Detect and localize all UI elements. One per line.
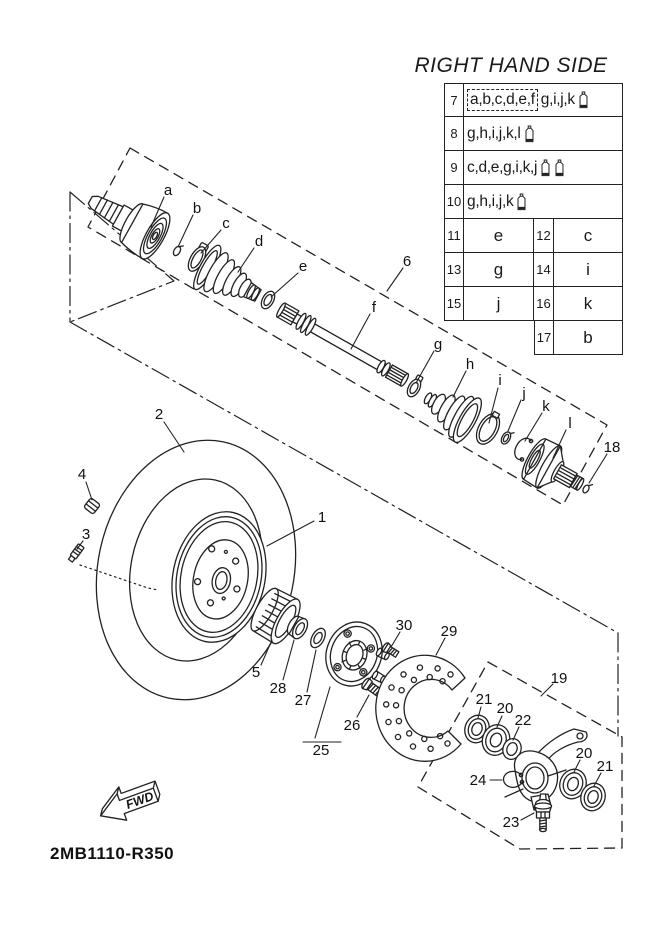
guard-bolt-30 xyxy=(381,642,400,659)
callout-20b: 20 xyxy=(575,745,593,762)
ref-letter: e xyxy=(464,219,534,253)
small-clip-j xyxy=(499,429,514,446)
row-number: 12 xyxy=(534,219,554,253)
callout-28: 28 xyxy=(269,680,287,697)
callout-30: 30 xyxy=(395,617,413,634)
dashed-group: a,b,c,d,e,f xyxy=(467,89,538,110)
ref-letter: i xyxy=(554,253,623,287)
callout-27: 27 xyxy=(294,692,312,709)
callout-4: 4 xyxy=(77,466,87,483)
row-number: 9 xyxy=(444,151,464,185)
row-number: 7 xyxy=(444,83,464,117)
row-content: a,b,c,d,e,f g,i,j,k xyxy=(464,83,623,117)
fwd-label: FWD xyxy=(123,789,156,812)
valve-stem xyxy=(68,544,85,563)
callout-d: d xyxy=(254,233,264,250)
callout-g: g xyxy=(433,336,443,353)
callout-29: 29 xyxy=(440,623,458,640)
ref-letter: c xyxy=(554,219,623,253)
outer-cv-boot xyxy=(414,375,487,446)
row-content: c,d,e,g,i,k,j xyxy=(464,151,623,185)
callout-23: 23 xyxy=(502,814,520,831)
page-title: RIGHT HAND SIDE xyxy=(414,54,608,77)
callout-1: 1 xyxy=(317,509,327,526)
callout-6: 6 xyxy=(402,253,412,270)
callout-l: l xyxy=(568,415,572,432)
callout-24: 24 xyxy=(469,772,487,789)
row-number: 17 xyxy=(534,321,554,355)
callout-j: j xyxy=(522,385,526,402)
callout-21b: 21 xyxy=(596,758,614,775)
row-number: 16 xyxy=(534,287,554,321)
callout-b: b xyxy=(192,200,202,217)
callout-h: h xyxy=(465,356,475,373)
row-number: 15 xyxy=(444,287,464,321)
boot-clamp-e xyxy=(259,289,278,311)
row-content: g,h,i,j,k,l xyxy=(464,117,623,151)
callout-20: 20 xyxy=(496,700,514,717)
row-number: 11 xyxy=(444,219,464,253)
callout-i: i xyxy=(498,372,502,389)
ref-letter: b xyxy=(554,321,623,355)
ref-letter: j xyxy=(464,287,534,321)
callout-3: 3 xyxy=(81,526,91,543)
row-number: 8 xyxy=(444,117,464,151)
ref-letter: k xyxy=(554,287,623,321)
callout-25: 25 xyxy=(312,742,330,759)
callout-k: k xyxy=(542,398,550,415)
fwd-arrow xyxy=(93,775,164,828)
part-code: 2MB1110-R350 xyxy=(50,844,175,863)
callout-2: 2 xyxy=(154,406,164,423)
row-number: 13 xyxy=(444,253,464,287)
callout-5: 5 xyxy=(251,664,261,681)
row-number: 14 xyxy=(534,253,554,287)
callout-f: f xyxy=(371,299,377,316)
row-content: g,h,i,j,k xyxy=(464,185,623,219)
callout-c: c xyxy=(222,215,230,232)
callout-26: 26 xyxy=(343,717,361,734)
drive-shaft xyxy=(275,301,412,390)
ref-letter: g xyxy=(464,253,534,287)
small-clip-b xyxy=(172,243,183,257)
brake-disc-guard xyxy=(376,655,465,761)
callout-19: 19 xyxy=(550,670,568,687)
row-number: 10 xyxy=(444,185,464,219)
callout-22: 22 xyxy=(514,712,532,729)
callout-e: e xyxy=(298,258,308,275)
callout-a: a xyxy=(163,182,173,199)
callout-18: 18 xyxy=(603,439,621,456)
washer-27 xyxy=(308,626,329,650)
callout-21: 21 xyxy=(475,691,493,708)
